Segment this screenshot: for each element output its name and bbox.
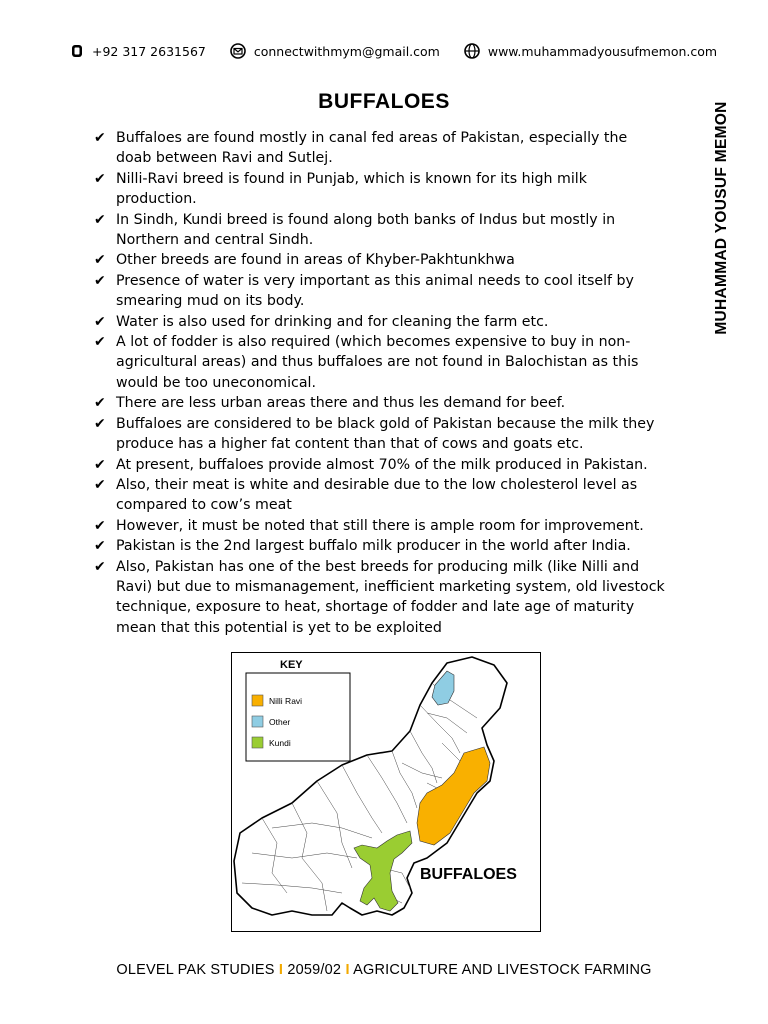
- check-icon: ✔: [94, 170, 106, 187]
- pakistan-buffalo-map: [231, 652, 541, 932]
- footer-topic: AGRICULTURE AND LIVESTOCK FARMING: [353, 962, 652, 978]
- footer-course: OLEVEL PAK STUDIES: [116, 962, 275, 978]
- check-icon: ✔: [94, 538, 106, 555]
- list-item: ✔ Also, Pakistan has one of the best breeds for producing milk (like Nilli and Ravi) but due to mismanagement, inefficient marketing system, old livestock technique, exposure to heat, shortage of fodder and late age of maturity mean that this potential is yet to be exploited: [94, 558, 665, 636]
- footer-code: 2059/02: [287, 962, 342, 978]
- list-item: ✔ There are less urban areas there and thus les demand for beef.: [94, 393, 674, 413]
- footer-separator: I: [345, 962, 350, 978]
- side-author-text: MUHAMMAD YOUSUF MEMON: [713, 101, 730, 335]
- phone-number: +92 317 2631567: [92, 43, 206, 59]
- footer-separator: I: [278, 962, 284, 978]
- check-icon: ✔: [94, 313, 106, 330]
- legend-swatch-kundi: [252, 737, 263, 748]
- list-item: ✔ Water is also used for drinking and for cleaning the farm etc.: [94, 312, 674, 332]
- list-item: ✔ A lot of fodder is also required (which becomes expensive to buy in non- agricultural areas) and thus buffaloes are not found in Balochistan as this would be too uneconomical.: [94, 334, 639, 391]
- legend-swatch-other: [252, 716, 263, 727]
- footer: [0, 962, 768, 978]
- check-icon: ✔: [94, 476, 106, 493]
- phone-icon: [70, 44, 84, 58]
- contact-bar: [70, 40, 741, 62]
- check-icon: ✔: [94, 558, 106, 575]
- check-icon: ✔: [94, 130, 106, 146]
- legend-swatch-nilli-ravi: [252, 695, 263, 706]
- globe-icon: [464, 43, 480, 59]
- list-item: ✔ Buffaloes are considered to be black gold of Pakistan because the milk they produce has a higher fat content than that of cows and goats etc.: [94, 415, 655, 453]
- mail-icon: [230, 43, 246, 59]
- map-key-title: KEY: [280, 659, 303, 671]
- list-item: ✔ Nilli-Ravi breed is found in Punjab, which is known for its high milk production.: [94, 170, 587, 208]
- check-icon: ✔: [94, 456, 106, 473]
- check-icon: ✔: [94, 211, 106, 228]
- list-item: ✔ At present, buffaloes provide almost 70% of the milk produced in Pakistan.: [94, 455, 674, 475]
- list-item: ✔ Other breeds are found in areas of Khyber-Pakhtunkhwa: [94, 250, 674, 270]
- contact-phone: [70, 44, 206, 59]
- map-svg: [232, 653, 540, 931]
- email-address[interactable]: connectwithmym@gmail.com: [253, 43, 440, 59]
- list-item: ✔ However, it must be noted that still there is ample room for improvement.: [94, 516, 674, 536]
- list-item: ✔ Buffaloes are found mostly in canal fed areas of Pakistan, especially the doab between Ravi and Sutlej.: [94, 130, 628, 167]
- legend-label-other: Other: [269, 717, 291, 727]
- contact-website: [464, 43, 717, 59]
- check-icon: ✔: [94, 415, 106, 432]
- check-icon: ✔: [94, 395, 106, 412]
- map-caption: BUFFALOES: [420, 866, 517, 883]
- bullet-list: [94, 128, 674, 638]
- contact-email: [230, 43, 440, 59]
- check-icon: ✔: [94, 334, 106, 351]
- list-item: ✔ Pakistan is the 2nd largest buffalo milk producer in the world after India.: [94, 536, 674, 556]
- check-icon: ✔: [94, 517, 106, 534]
- page-title: BUFFALOES: [318, 90, 450, 113]
- list-item: ✔ Presence of water is very important as this animal needs to cool itself by smearing mud on its body.: [94, 272, 634, 310]
- legend-label-kundi: Kundi: [269, 738, 291, 748]
- check-icon: ✔: [94, 272, 106, 289]
- list-item: ✔ In Sindh, Kundi breed is found along both banks of Indus but mostly in Northern and central Sindh.: [94, 211, 616, 249]
- list-item: ✔ Also, their meat is white and desirable due to the low cholesterol level as compared to cow’s meat: [94, 476, 638, 514]
- website-url[interactable]: www.muhammadyousufmemon.com: [487, 43, 718, 59]
- check-icon: ✔: [94, 252, 106, 269]
- legend-label-nilli-ravi: Nilli Ravi: [269, 696, 303, 706]
